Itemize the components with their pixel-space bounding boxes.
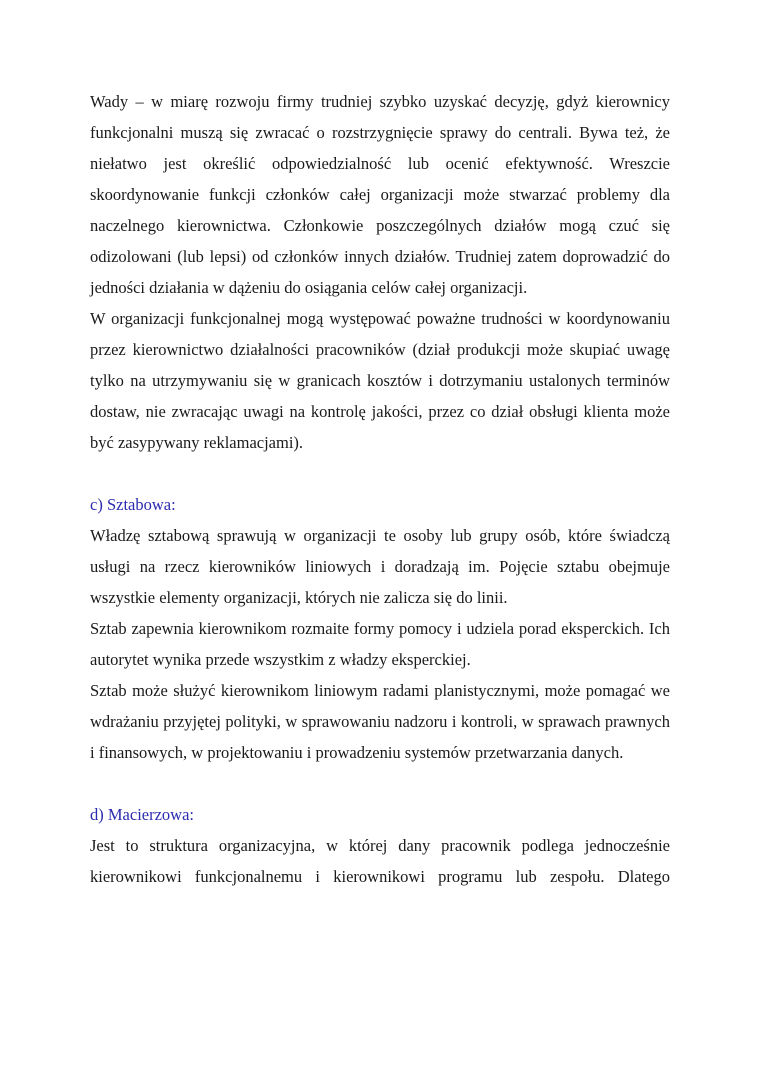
heading-sztabowa: c) Sztabowa: bbox=[90, 495, 176, 514]
paragraph-wady: Wady – w miarę rozwoju firmy trudniej szybko uzyskać decyzję, gdyż kierownicy funkcjonalni muszą się zwracać o rozstrzygnięcie sprawy do centrali. Bywa też, że niełatwo jest określić odpowiedzialność lub ocenić efektywność. Wreszcie skoordynowanie funkcji członków całej organizacji może stwarzać problemy dla naczelnego kierownictwa. Członkowie poszczególnych działów mogą czuć się odizolowani (lub lepsi) od członków innych działów. Trudniej zatem doprowadzić do jedności działania w dążeniu do osiągania celów całej organizacji. bbox=[90, 92, 670, 297]
paragraph-sztab-pomoc: Sztab zapewnia kierownikom rozmaite formy pomocy i udziela porad eksperckich. Ich autorytet wynika przede wszystkim z władzy eksperckiej. bbox=[90, 619, 670, 669]
paragraph-macierzowa: Jest to struktura organizacyjna, w której dany pracownik podlega jednocześnie kierownikowi funkcjonalnemu i kierownikowi programu lub zespołu. Dlatego bbox=[90, 836, 670, 886]
heading-macierzowa: d) Macierzowa: bbox=[90, 805, 194, 824]
spacer bbox=[90, 768, 670, 799]
paragraph-sztab-rady: Sztab może służyć kierownikom liniowym radami planistycznymi, może pomagać we wdrażaniu przyjętej polityki, w sprawowaniu nadzoru i kontroli, w sprawach prawnych i finansowych, w projektowaniu i prowadzeniu systemów przetwarzania danych. bbox=[90, 681, 670, 762]
document-page bbox=[90, 86, 670, 892]
paragraph-funkcjonalna-trudnosci: W organizacji funkcjonalnej mogą występować poważne trudności w koordynowaniu przez kierownictwo działalności pracowników (dział produkcji może skupiać uwagę tylko na utrzymywaniu się w granicach kosztów i dotrzymaniu ustalonych terminów dostaw, nie zwracając uwagi na kontrolę jakości, przez co dział obsługi klienta może być zasypywany reklamacjami). bbox=[90, 309, 670, 452]
spacer bbox=[90, 458, 670, 489]
paragraph-wladza-sztabowa: Władzę sztabową sprawują w organizacji te osoby lub grupy osób, które świadczą usługi na rzecz kierowników liniowych i doradzają im. Pojęcie sztabu obejmuje wszystkie elementy organizacji, których nie zalicza się do linii. bbox=[90, 526, 670, 607]
